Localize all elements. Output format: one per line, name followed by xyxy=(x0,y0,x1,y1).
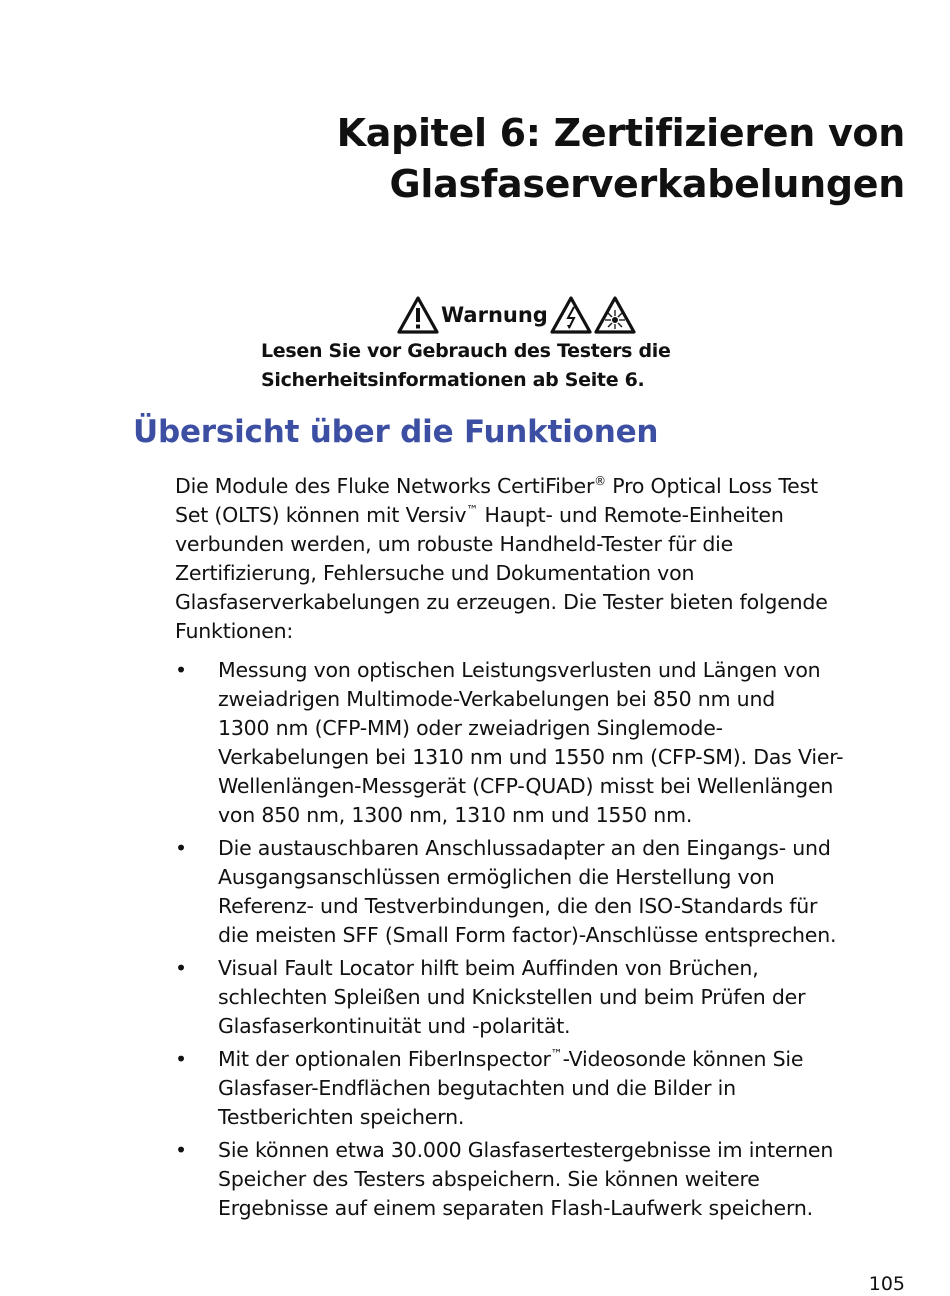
list-item: • Messung von optischen Leistungsverlusten und Längen von zweiadrigen Multimode-Verkabelungen bei 850 nm und 1300 nm (CFP-MM) oder zweiadrigen Singlemode- Verkabelungen bei 1310 nm und 1550 nm (CFP-SM). Das Vier- Wellenlängen-Messgerät (CFP-QUAD) misst bei Wellenlängen von 850 nm, 1300 nm, 1310 nm und 1550 nm. xyxy=(175,658,844,827)
chapter-title-line-2: Glasfaserverkabelungen xyxy=(389,162,905,206)
bullet-icon: • xyxy=(175,836,187,860)
warning-header xyxy=(396,295,637,335)
intro-line: Glasfaserverkabelungen zu erzeugen. Die Tester bieten folgende xyxy=(175,590,828,614)
laser-hazard-icon xyxy=(593,295,637,335)
bullet-icon: • xyxy=(175,658,187,682)
list-item: • Visual Fault Locator hilft beim Auffinden von Brüchen, schlechten Spleißen und Knickstellen und beim Prüfen der Glasfaserkontinuität und -polarität. xyxy=(175,956,806,1038)
list-item: • Die austauschbaren Anschlussadapter an den Eingangs- und Ausgangsanschlüssen ermöglichen die Herstellung von Referenz- und Testverbindungen, die den ISO-Standards für die meisten SFF (Small Form factor)-Anschlüsse entsprechen. xyxy=(175,836,837,947)
intro-paragraph xyxy=(175,472,915,646)
warning-text xyxy=(261,337,671,395)
intro-line: Funktionen: xyxy=(175,619,294,643)
list-item: • Sie können etwa 30.000 Glasfasertestergebnisse im internen Speicher des Testers abspeichern. Sie können weitere Ergebnisse auf einem separaten Flash-Laufwerk speichern. xyxy=(175,1138,834,1220)
page-number: 105 xyxy=(868,1273,905,1295)
intro-line: verbunden werden, um robuste Handheld-Tester für die xyxy=(175,532,734,556)
warning-triangle-icon xyxy=(396,295,440,335)
chapter-title-line-1: Kapitel 6: Zertifizieren von xyxy=(336,111,905,155)
warning-label: Warnung xyxy=(441,303,548,327)
intro-line: Zertifizierung, Fehlersuche und Dokumentation von xyxy=(175,561,695,585)
intro-line: Set (OLTS) können mit Versiv™ Haupt- und Remote-Einheiten xyxy=(175,503,784,527)
bullet-icon: • xyxy=(175,956,187,980)
bullet-icon: • xyxy=(175,1047,187,1071)
intro-line: Die Module des Fluke Networks CertiFiber® Pro Optical Loss Test xyxy=(175,474,818,498)
trademark-mark: ™ xyxy=(550,1047,563,1061)
bullet-icon: • xyxy=(175,1138,187,1162)
feature-list xyxy=(175,656,915,1227)
list-item: • Mit der optionalen FiberInspector™-Videosonde können Sie Glasfaser-Endflächen begutachten und die Bilder in Testberichten speichern. xyxy=(175,1047,804,1129)
section-heading: Übersicht über die Funktionen xyxy=(133,414,659,450)
warning-text-line-2: Sicherheitsinformationen ab Seite 6. xyxy=(261,369,645,391)
warning-text-line-1: Lesen Sie vor Gebrauch des Testers die xyxy=(261,340,671,362)
trademark-mark: ™ xyxy=(466,503,479,517)
registered-mark: ® xyxy=(594,474,606,488)
electrical-hazard-icon xyxy=(549,295,593,335)
chapter-title xyxy=(285,108,905,210)
